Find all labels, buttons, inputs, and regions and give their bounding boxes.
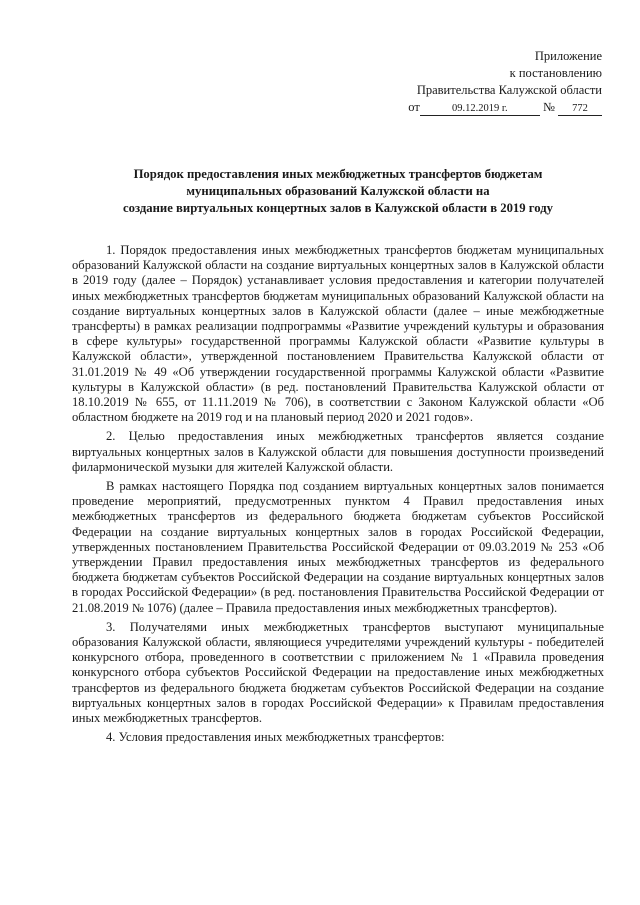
resolution-reference: к постановлению [509, 66, 602, 80]
resolution-date: 09.12.2019 г. [420, 102, 540, 116]
title-line-3: создание виртуальных концертных залов в Калужской области в 2019 году [123, 201, 553, 215]
appendix-label: Приложение [534, 49, 602, 63]
paragraph-2: 2. Целью предоставления иных межбюджетных трансфертов является создание виртуальных концертных залов в Калужской области для повышения доступности произведений филармонической музыки для жителей Калужской области. [72, 429, 604, 474]
title-line-2: муниципальных образований Калужской области на [186, 184, 490, 198]
government-name: Правительства Калужской области [416, 83, 602, 97]
appendix-header [72, 48, 604, 116]
number-label: № [542, 100, 555, 114]
resolution-number: 772 [558, 102, 602, 116]
paragraph-3: 3. Получателями иных межбюджетных трансфертов выступают муниципальные образования Калужской области, являющиеся учредителями учреждений культуры - победителей конкурсного отбора, проведенного в соответствии с приложением № 1 «Правила проведения конкурсного отбора субъектов Российской Федерации на предоставление иных межбюджетных трансфертов из федерального бюджета бюджетам субъектов Российской Федерации на создание виртуальных концертных залов в городах Российской Федерации» к Правилам предоставления иных межбюджетных трансфертов. [72, 619, 604, 726]
resolution-date-number [72, 99, 602, 116]
paragraph-4: 4. Условия предоставления иных межбюджетных трансфертов: [106, 730, 445, 745]
from-label: от [408, 100, 420, 114]
document-body [72, 243, 604, 746]
title-line-1: Порядок предоставления иных межбюджетных трансфертов бюджетам [133, 167, 543, 181]
document-title [72, 166, 604, 217]
paragraph-1: 1. Порядок предоставления иных межбюджетных трансфертов бюджетам муниципальных образований Калужской области на создание виртуальных концертных залов в Калужской области в 2019 году (далее – Порядок) устанавливает условия предоставления и категории получателей иных межбюджетных трансфертов бюджетам муниципальных образований Калужской области на создание виртуальных концертных залов в Калужской области (далее – иные межбюджетные трансферты) в рамках реализации подпрограммы «Развитие учреждений культуры и образования в сфере культуры» государственной программы Калужской области «Развитие культуры в Калужской области», утвержденной постановлением Правительства Калужской области от 31.01.2019 № 49 «Об утверждении государственной программы Калужской области «Развитие культуры в Калужской области» (в ред. постановлений Правительства Калужской области от 18.10.2019 № 655, от 11.11.2019 № 706), в соответствии с Законом Калужской области «Об областном бюджете на 2019 год и на плановый период 2020 и 2021 годов». [72, 243, 604, 425]
paragraph-2-continuation: В рамках настоящего Порядка под созданием виртуальных концертных залов понимается проведение мероприятий, предусмотренных пунктом 4 Правил предоставления иных межбюджетных трансфертов из федерального бюджета бюджетам субъектов Российской Федерации на создание виртуальных концертных залов в городах Российской Федерации, утвержденных постановлением Правительства Российской Федерации от 09.03.2019 № 253 «Об утверждении Правил предоставления иных межбюджетных трансфертов из федерального бюджета бюджетам субъектов Российской Федерации на создание виртуальных концертных залов в городах Российской Федерации» (в ред. постановления Правительства Российской Федерации от 21.08.2019 № 1076) (далее – Правила предоставления иных межбюджетных трансфертов). [72, 479, 604, 615]
